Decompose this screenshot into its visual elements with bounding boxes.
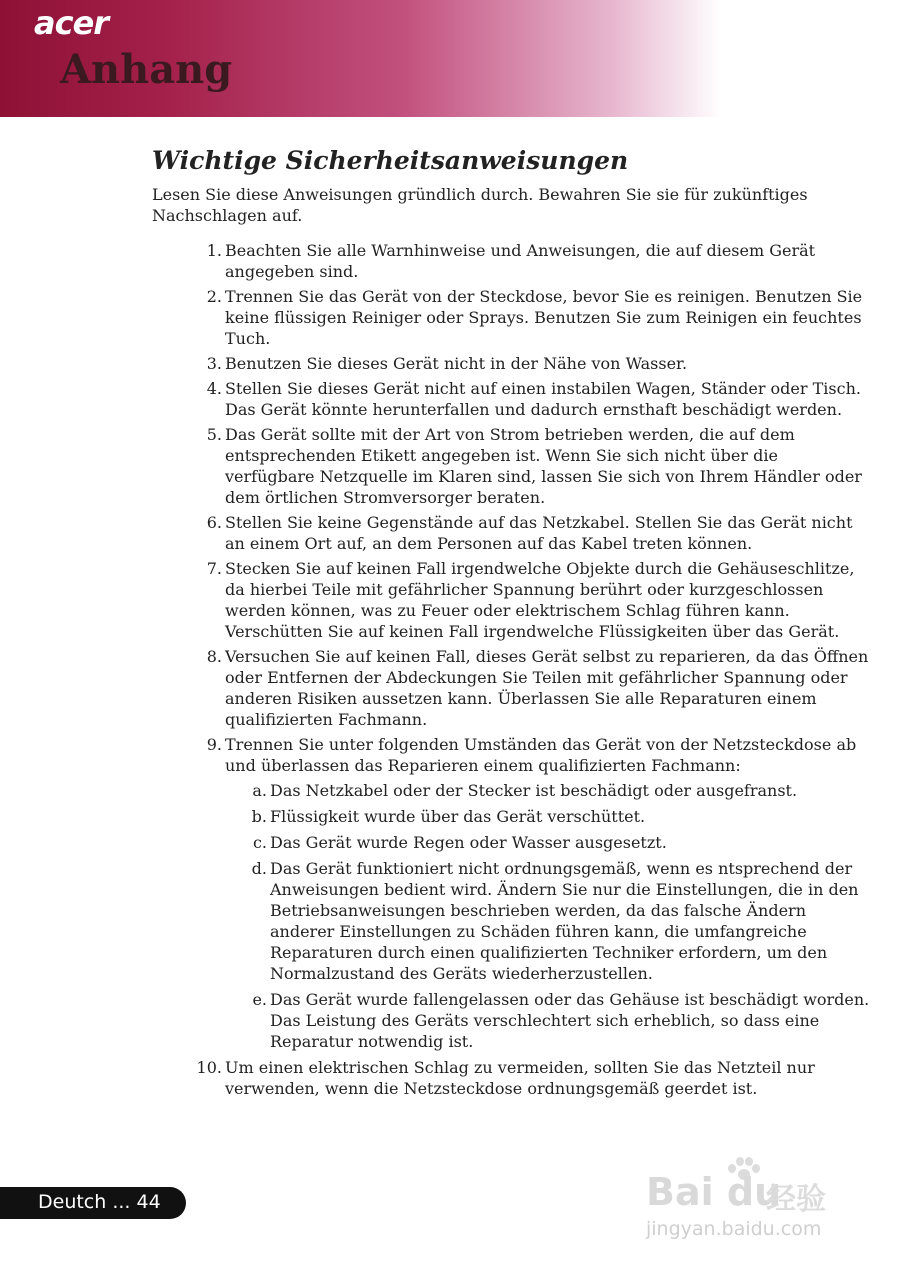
- list-item: [152, 424, 872, 508]
- list-number: 10.: [196, 1058, 222, 1077]
- intro-paragraph: Lesen Sie diese Anweisungen gründlich durch. Bewahren Sie sie für zukünftiges Nachschlagen auf.: [152, 185, 808, 225]
- sub-list-item-text: Das Gerät funktioniert nicht ordnungsgemäß, wenn es ntsprechend der Anweisungen bedient wird. Ändern Sie nur die Einstellungen, die in den Betriebsanweisungen beschrieben werden, da das falsche Ändern anderer Einstellungen zu Schäden führen kann, die umfangreiche Reparaturen durch einen qualifizierten Techniker erfordern, um den Normalzustand des Geräts wiederherzustellen.: [270, 859, 859, 983]
- sub-list-item: [225, 806, 872, 827]
- acer-logo: acer: [34, 4, 109, 42]
- chapter-title: Anhang: [60, 46, 233, 93]
- sub-list: [225, 780, 872, 1052]
- watermark-chinese: 经验: [766, 1182, 826, 1217]
- list-item-text: Versuchen Sie auf keinen Fall, dieses Gerät selbst zu reparieren, da das Öffnen oder Entfernen der Abdeckungen Sie Teilen mit gefährlicher Spannung oder anderen Risiken aussetzen kann. Überlassen Sie alle Reparaturen einem qualifizierten Fachmann.: [225, 647, 869, 729]
- list-item: [152, 378, 872, 420]
- list-item: [152, 558, 872, 642]
- list-number: 7.: [206, 559, 222, 578]
- list-item-text: Das Gerät sollte mit der Art von Strom betrieben werden, die auf dem entsprechenden Etikett angegeben ist. Wenn Sie sich nicht über die verfügbare Netzquelle im Klaren sind, lassen Sie sich von Ihrem Händler oder dem örtlichen Stromversorger beraten.: [225, 425, 862, 507]
- sub-list-item: [225, 858, 872, 984]
- section-title: Wichtige Sicherheitsanweisungen: [152, 146, 629, 175]
- list-item: [152, 240, 872, 282]
- list-item: [152, 646, 872, 730]
- list-number: 6.: [206, 513, 222, 532]
- list-item-text: Beachten Sie alle Warnhinweise und Anweisungen, die auf diesem Gerät angegeben sind.: [225, 241, 816, 281]
- baidu-watermark: [646, 1160, 856, 1250]
- sub-list-item-text: Das Gerät wurde fallengelassen oder das Gehäuse ist beschädigt worden. Das Leistung des Geräts verschlechtert sich erheblich, so dass eine Reparatur notwendig ist.: [270, 990, 870, 1051]
- list-item: [152, 512, 872, 554]
- sub-list-item-text: Das Gerät wurde Regen oder Wasser ausgesetzt.: [270, 833, 667, 852]
- list-number: 1.: [206, 241, 222, 260]
- instruction-list: [152, 240, 872, 1099]
- page-number: Deutch ... 44: [38, 1191, 161, 1213]
- list-number: 8.: [206, 647, 222, 666]
- sub-list-item-text: Das Netzkabel oder der Stecker ist beschädigt oder ausgefranst.: [270, 781, 798, 800]
- list-number: 9.: [206, 735, 222, 754]
- list-item-text: Stellen Sie keine Gegenstände auf das Netzkabel. Stellen Sie das Gerät nicht an einem Ort auf, an dem Personen auf das Kabel treten können.: [225, 513, 853, 553]
- list-number: 3.: [206, 354, 222, 373]
- sub-list-item: [225, 832, 872, 853]
- list-item-text: Stecken Sie auf keinen Fall irgendwelche Objekte durch die Gehäuseschlitze, da hierbei Teile mit gefährlicher Spannung berührt oder kurzgeschlossen werden können, was zu Feuer oder elektrischem Schlag führen kann. Verschütten Sie auf keinen Fall irgendwelche Flüssigkeiten über das Gerät.: [225, 559, 855, 641]
- watermark-url: jingyan.baidu.com: [646, 1218, 822, 1240]
- watermark-brand: Bai du: [646, 1170, 782, 1214]
- list-item-text: Um einen elektrischen Schlag zu vermeiden, sollten Sie das Netzteil nur verwenden, wenn die Netzsteckdose ordnungsgemäß geerdet ist.: [225, 1058, 815, 1098]
- list-item: [152, 286, 872, 349]
- list-item-text: Benutzen Sie dieses Gerät nicht in der Nähe von Wasser.: [225, 354, 688, 373]
- sub-list-item: [225, 989, 872, 1052]
- list-number: 2.: [206, 287, 222, 306]
- list-item: [152, 353, 872, 374]
- list-item-text: Trennen Sie unter folgenden Umständen das Gerät von der Netzsteckdose ab und überlassen das Reparieren einem qualifizierten Fachmann:: [225, 735, 857, 775]
- list-number: 5.: [206, 425, 222, 444]
- sub-list-letter: a.: [252, 781, 267, 800]
- list-item-text: Trennen Sie das Gerät von der Steckdose, bevor Sie es reinigen. Benutzen Sie keine flüssigen Reiniger oder Sprays. Benutzen Sie zum Reinigen ein feuchtes Tuch.: [225, 287, 863, 348]
- sub-list-letter: e.: [252, 990, 267, 1009]
- list-number: 4.: [206, 379, 222, 398]
- sub-list-item: [225, 780, 872, 801]
- sub-list-letter: b.: [251, 807, 267, 826]
- list-item: [152, 734, 872, 1052]
- sub-list-letter: d.: [251, 859, 267, 878]
- sub-list-letter: c.: [252, 833, 267, 852]
- sub-list-item-text: Flüssigkeit wurde über das Gerät verschüttet.: [270, 807, 646, 826]
- list-item: [152, 1057, 872, 1099]
- list-item-text: Stellen Sie dieses Gerät nicht auf einen instabilen Wagen, Ständer oder Tisch. Das Gerät könnte herunterfallen und dadurch ernsthaft beschädigt werden.: [225, 379, 861, 419]
- document-body: [152, 144, 872, 1103]
